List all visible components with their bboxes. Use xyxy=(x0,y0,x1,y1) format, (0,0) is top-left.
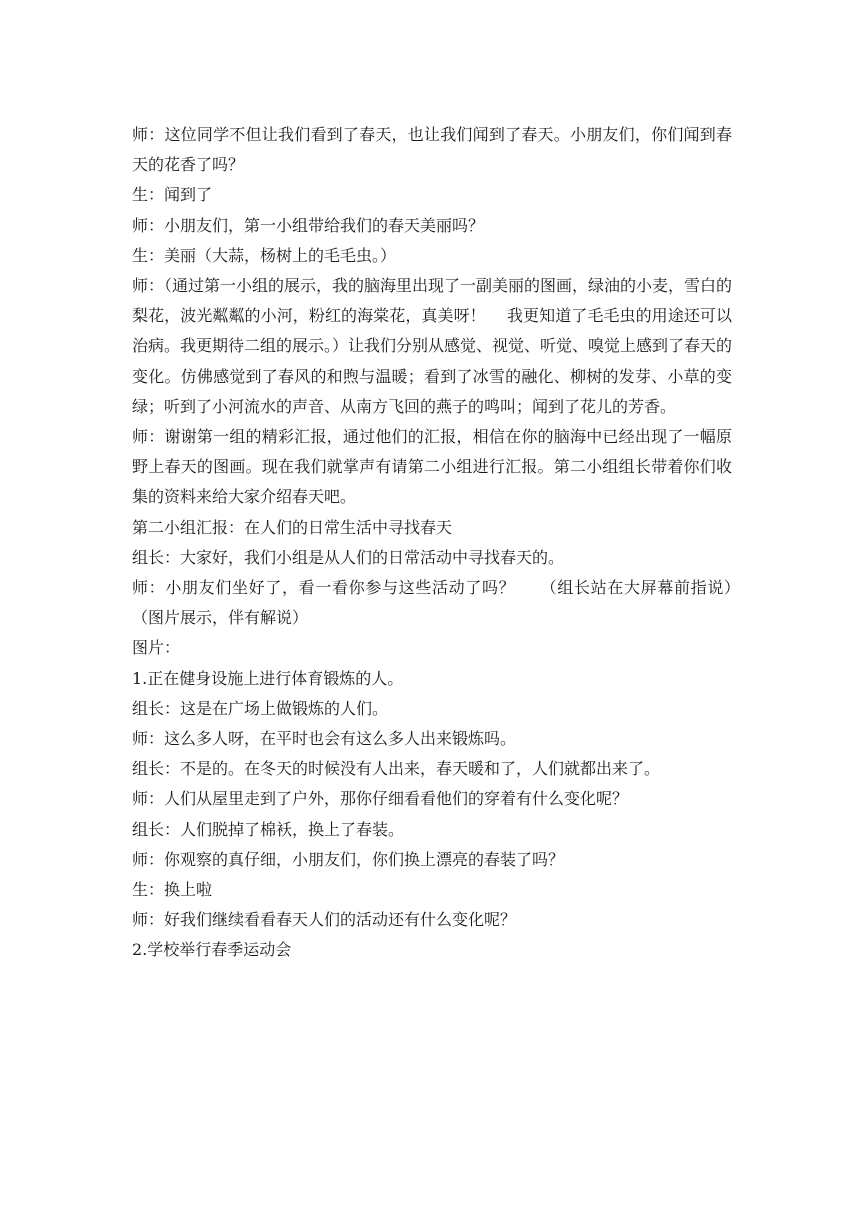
paragraph-18: 生：换上啦 xyxy=(132,880,213,900)
paragraph-13: 师：这么多人呀，在平时也会有这么多人出来锻炼吗。 xyxy=(132,729,517,749)
list-item-1: 1.正在健身设施上进行体育锻炼的人。 xyxy=(132,668,404,688)
paragraph-8: 组长：大家好，我们小组是从人们的日常活动中寻找春天的。 xyxy=(132,547,565,567)
paragraph-10: 图片： xyxy=(132,638,181,658)
paragraph-16: 组长：人们脱掉了棉袄，换上了春装。 xyxy=(132,819,405,839)
section-heading: 第二小组汇报：在人们的日常生活中寻找春天 xyxy=(132,517,453,537)
paragraph-15: 师：人们从屋里走到了户外，那你仔细看看他们的穿着有什么变化呢？ xyxy=(132,789,629,809)
paragraph-5: 师：（通过第一小组的展示，我的脑海里出现了一副美丽的图画，绿油的小麦，雪白的梨花，波光粼粼的小河，粉红的海棠花，真美呀！ 我更知道了毛毛虫的用途还可以治病。我更期待二组的展示。）让我们分别从感觉、视觉、听觉、嗅觉上感到了春天的变化。仿佛感觉到了春风的和煦与温暖；看到了冰雪的融化、柳树的发芽、小草的变绿；听到了小河流水的声音、从南方飞回的燕子的鸣叫；闻到了花儿的芳香。 xyxy=(132,276,733,416)
paragraph-9: 师：小朋友们坐好了，看一看你参与这些活动了吗？ （组长站在大屏幕前指说） （图片展示，伴有解说） xyxy=(132,578,754,628)
paragraph-1: 师：这位同学不但让我们看到了春天，也让我们闻到了春天。小朋友们，你们闻到春天的花香了吗？ xyxy=(132,125,732,175)
paragraph-4: 生：美丽（大蒜，杨树上的毛毛虫。） xyxy=(132,245,397,265)
paragraph-3: 师：小朋友们，第一小组带给我们的春天美丽吗？ xyxy=(132,215,485,235)
paragraph-14: 组长：不是的。在冬天的时候没有人出来，春天暖和了，人们就都出来了。 xyxy=(132,759,661,779)
paragraph-2: 生：闻到了 xyxy=(132,185,213,205)
paragraph-6: 师：谢谢第一组的精彩汇报，通过他们的汇报，相信在你的脑海中已经出现了一幅原野上春天的图画。现在我们就掌声有请第二小组进行汇报。第二小组组长带着你们收集的资料来给大家介绍春天吧。 xyxy=(132,427,732,507)
paragraph-12: 组长：这是在广场上做锻炼的人们。 xyxy=(132,698,389,718)
list-item-2: 2.学校举行春季运动会 xyxy=(132,940,292,960)
paragraph-17: 师：你观察的真仔细，小朋友们，你们换上漂亮的春装了吗？ xyxy=(132,849,565,869)
document-body xyxy=(132,120,754,966)
paragraph-19: 师：好我们继续看看春天人们的活动还有什么变化呢？ xyxy=(132,910,517,930)
